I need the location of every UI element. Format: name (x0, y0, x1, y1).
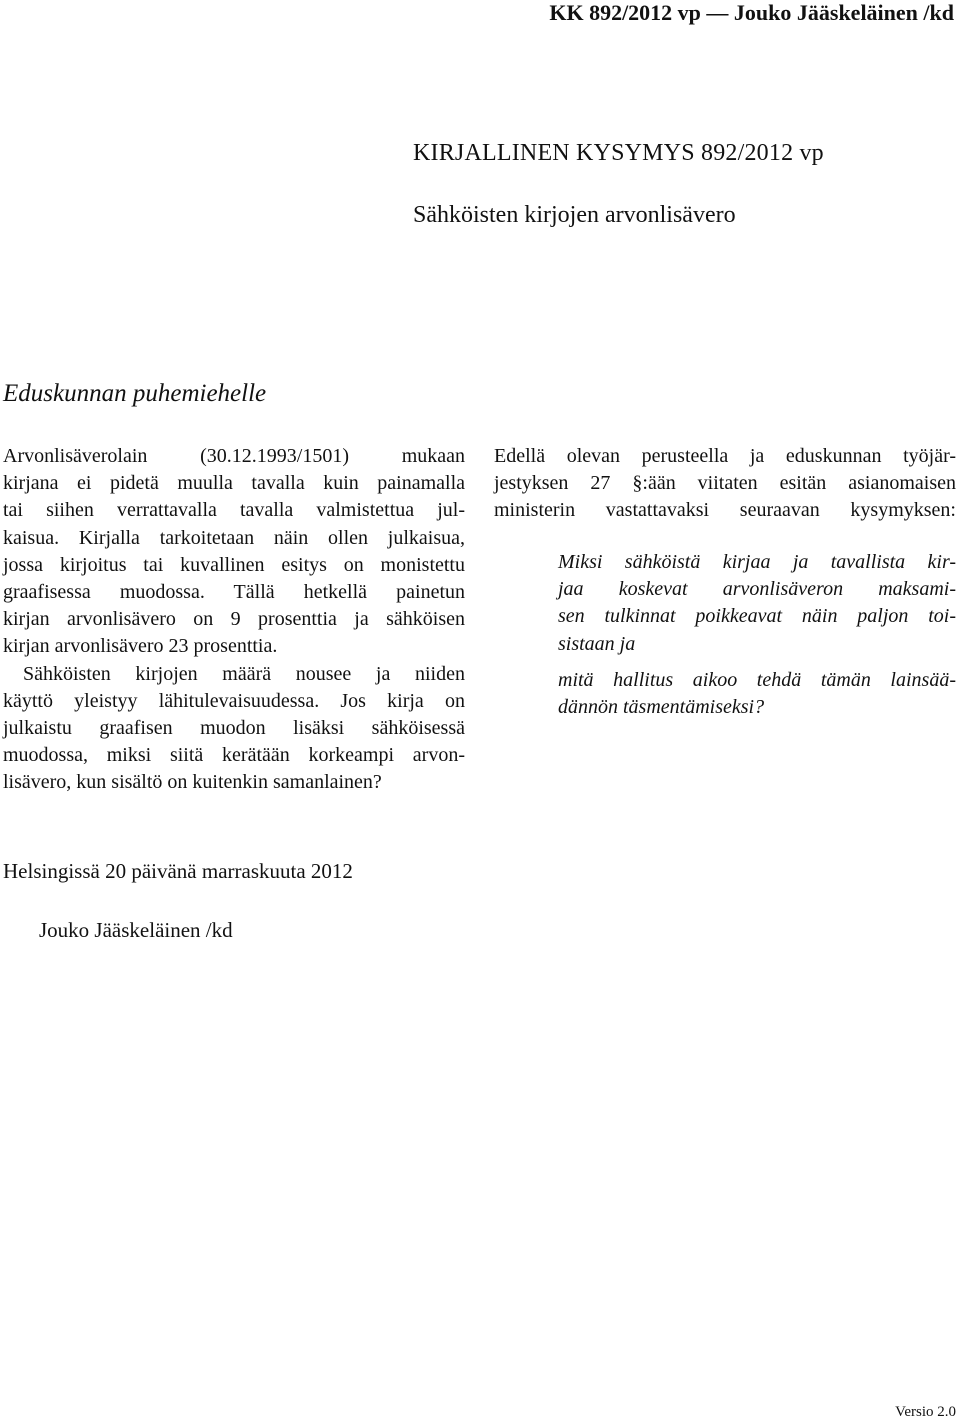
question-line: mitä hallitus aikoo tehdä tämän lainsää- (558, 668, 956, 691)
question-line: sistaan ja (558, 632, 636, 655)
body-line: kirjana ei pidetä muulla tavalla kuin painamalla (3, 472, 465, 495)
question-line: sen tulkinnat poikkeavat näin paljon toi- (558, 605, 956, 628)
left-column-body (3, 443, 465, 797)
body-line: kirjan arvonlisävero on 9 prosenttia ja sähköisen (3, 608, 465, 631)
body-line: ministerin vastattavaksi seuraavan kysymyksen: (494, 499, 956, 522)
body-line: tai siihen verrattavalla tavalla valmistettua jul- (3, 499, 465, 522)
body-line: julkaistu graafisen muodon lisäksi sähköisessä (3, 717, 465, 740)
body-line: lisävero, kun sisältö on kuitenkin samanlainen? (3, 771, 382, 794)
body-line: kirjan arvonlisävero 23 prosenttia. (3, 635, 278, 658)
body-line: muodossa, miksi siitä kerätään korkeampi arvon- (3, 744, 465, 767)
body-line: Sähköisten kirjojen määrä nousee ja niiden (23, 662, 465, 685)
running-header: KK 892/2012 vp — Jouko Jääskeläinen /kd (549, 0, 954, 25)
question-line: jaa koskevat arvonlisäveron maksami- (558, 578, 956, 601)
questions-block (558, 549, 956, 721)
body-line: Arvonlisäverolain (30.12.1993/1501) mukaan (3, 445, 465, 467)
version-label: Versio 2.0 (895, 1404, 956, 1420)
right-column-body (494, 443, 956, 525)
body-line: kaisua. Kirjalla tarkoitetaan näin ollen julkaisua, (3, 526, 465, 549)
addressee: Eduskunnan puhemiehelle (3, 380, 267, 407)
body-line: graafisessa muodossa. Tällä hetkellä painetun (3, 581, 465, 604)
document-title: KIRJALLINEN KYSYMYS 892/2012 vp (413, 140, 824, 166)
place-and-date: Helsingissä 20 päivänä marraskuuta 2012 (3, 859, 353, 883)
body-line: jossa kirjoitus tai kuvallinen esitys on monistettu (3, 553, 465, 576)
body-line: jestyksen 27 §:ään viitaten esitän asianomaisen (494, 472, 956, 495)
body-line: Edellä olevan perusteella ja eduskunnan työjär- (494, 445, 956, 467)
body-line: käyttö yleistyy lähitulevaisuudessa. Jos kirja on (3, 689, 465, 712)
document-subtitle: Sähköisten kirjojen arvonlisävero (413, 202, 736, 228)
question-line: dännön täsmentämiseksi? (558, 696, 765, 719)
signature: Jouko Jääskeläinen /kd (39, 918, 233, 942)
question-line: Miksi sähköistä kirjaa ja tavallista kir- (558, 551, 956, 573)
